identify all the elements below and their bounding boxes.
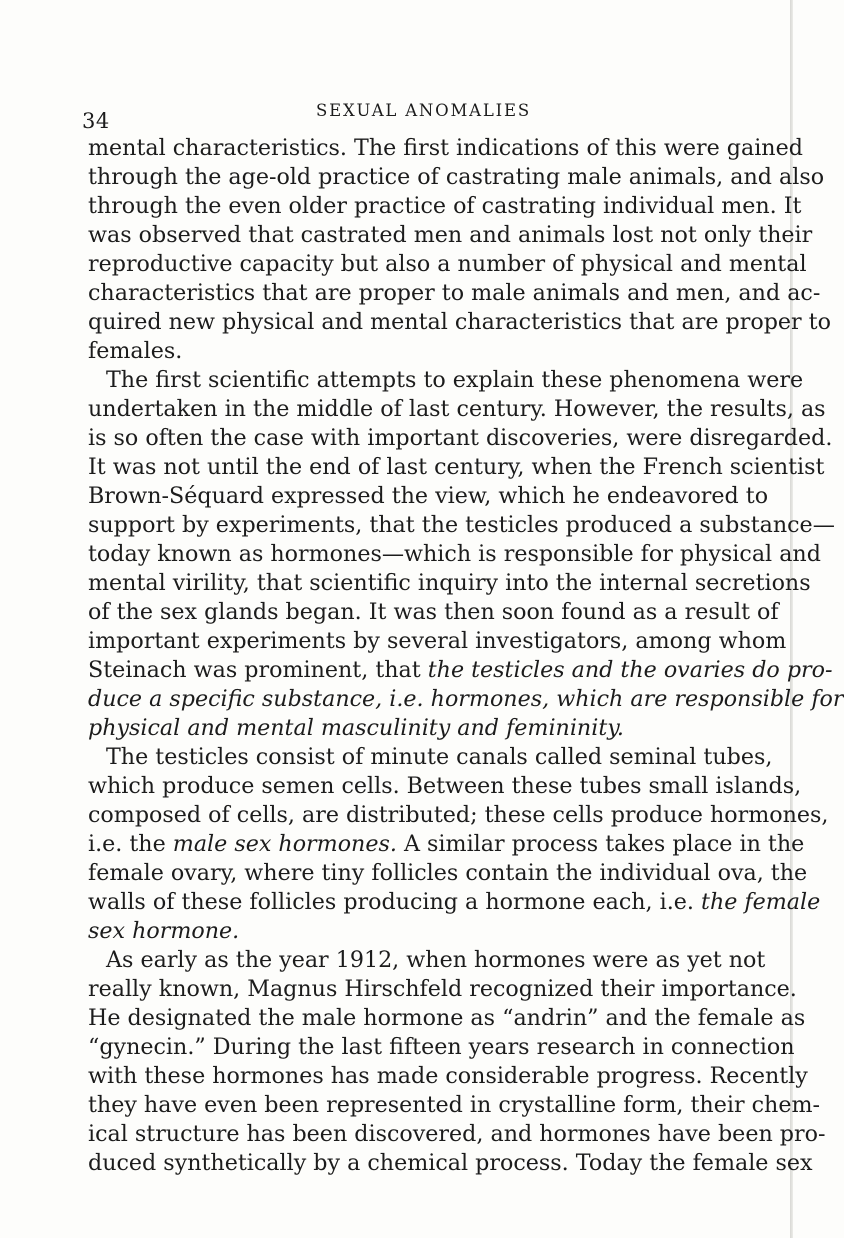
text-line — [88, 1004, 806, 1033]
text-line — [88, 598, 779, 627]
text-line — [88, 656, 833, 685]
text-span: walls of these follicles producing a hormone each, i.e. — [88, 889, 702, 915]
text-line — [88, 627, 787, 656]
text-span: with these hormones has made considerable progress. Recently — [88, 1063, 808, 1089]
italic-text: the testicles and the ovaries do pro- — [427, 657, 833, 683]
text-line — [88, 511, 835, 540]
text-span: was observed that castrated men and animals lost not only their — [88, 222, 813, 248]
text-span: of the sex glands began. It was then soon found as a result of — [88, 599, 779, 625]
text-span: quired new physical and mental characteristics that are proper to — [88, 309, 831, 335]
text-span: Brown-Séquard expressed the view, which he endeavored to — [88, 483, 769, 509]
text-line — [88, 1091, 820, 1120]
text-line — [88, 279, 821, 308]
body-text — [88, 134, 844, 1178]
text-line — [88, 221, 813, 250]
text-line — [88, 395, 826, 424]
text-span: It was not until the end of last century, when the French scientist — [88, 454, 825, 480]
text-span: Steinach was prominent, that — [88, 657, 428, 683]
text-line — [88, 1149, 813, 1178]
text-line — [88, 685, 844, 714]
text-line — [88, 337, 760, 366]
text-span: support by experiments, that the testicles produced a substance— — [88, 512, 835, 538]
text-line — [88, 917, 760, 946]
text-span: today known as hormones—which is responsible for physical and — [88, 541, 821, 567]
text-line — [88, 366, 804, 395]
text-line — [88, 250, 807, 279]
text-span: As early as the year 1912, when hormones were as yet not — [106, 947, 766, 973]
text-line — [88, 308, 831, 337]
text-line — [88, 569, 811, 598]
text-span: females. — [88, 338, 183, 364]
text-line — [88, 424, 833, 453]
text-line — [88, 830, 805, 859]
text-line — [88, 772, 802, 801]
text-line — [88, 134, 803, 163]
text-line — [88, 714, 760, 743]
text-line — [88, 1120, 826, 1149]
italic-text: sex hormone. — [88, 918, 240, 944]
text-span: mental virility, that scientific inquiry into the internal secretions — [88, 570, 811, 596]
text-line — [88, 743, 773, 772]
text-span: A similar process takes place in the — [396, 831, 805, 857]
italic-text: physical and mental masculinity and femininity. — [88, 715, 624, 741]
text-line — [88, 1033, 795, 1062]
text-span: really known, Magnus Hirschfeld recognized their importance. — [88, 976, 797, 1002]
text-span: characteristics that are proper to male animals and men, and ac- — [88, 280, 821, 306]
text-line — [88, 482, 769, 511]
text-span: they have even been represented in crystalline form, their chem- — [88, 1092, 820, 1118]
italic-text: the female — [701, 889, 821, 915]
text-span: reproductive capacity but also a number of physical and mental — [88, 251, 807, 277]
text-line — [88, 975, 797, 1004]
text-span: through the age-old practice of castrating male animals, and also — [88, 164, 825, 190]
text-span: i.e. the — [88, 831, 173, 857]
running-head-title: SEXUAL ANOMALIES — [316, 101, 531, 120]
text-span: female ovary, where tiny follicles contain the individual ova, the — [88, 860, 808, 886]
italic-text: male sex hormones. — [172, 831, 397, 857]
text-span: mental characteristics. The first indications of this were gained — [88, 135, 803, 161]
text-span: He designated the male hormone as “andrin” and the female as — [88, 1005, 806, 1031]
running-head — [0, 101, 801, 131]
text-line — [88, 192, 802, 221]
text-span: duced synthetically by a chemical process. Today the female sex — [88, 1150, 813, 1176]
text-line — [88, 1062, 808, 1091]
text-line — [88, 453, 825, 482]
text-line — [88, 801, 829, 830]
text-span: The testicles consist of minute canals called seminal tubes, — [106, 744, 773, 770]
text-span: through the even older practice of castrating individual men. It — [88, 193, 802, 219]
text-span: which produce semen cells. Between these tubes small islands, — [88, 773, 802, 799]
text-line — [88, 163, 825, 192]
text-line — [88, 946, 766, 975]
text-span: important experiments by several investigators, among whom — [88, 628, 787, 654]
text-line — [88, 888, 821, 917]
text-line — [88, 859, 808, 888]
text-span: undertaken in the middle of last century. However, the results, as — [88, 396, 826, 422]
text-line — [88, 540, 821, 569]
italic-text: duce a specific substance, i.e. hormones, which are responsible for — [88, 686, 844, 712]
text-span: is so often the case with important discoveries, were disregarded. — [88, 425, 833, 451]
text-span: “gynecin.” During the last fifteen years research in connection — [88, 1034, 795, 1060]
text-span: The first scientific attempts to explain these phenomena were — [106, 367, 804, 393]
text-span: composed of cells, are distributed; these cells produce hormones, — [88, 802, 829, 828]
page-number: 34 — [82, 109, 110, 133]
text-span: ical structure has been discovered, and hormones have been pro- — [88, 1121, 826, 1147]
